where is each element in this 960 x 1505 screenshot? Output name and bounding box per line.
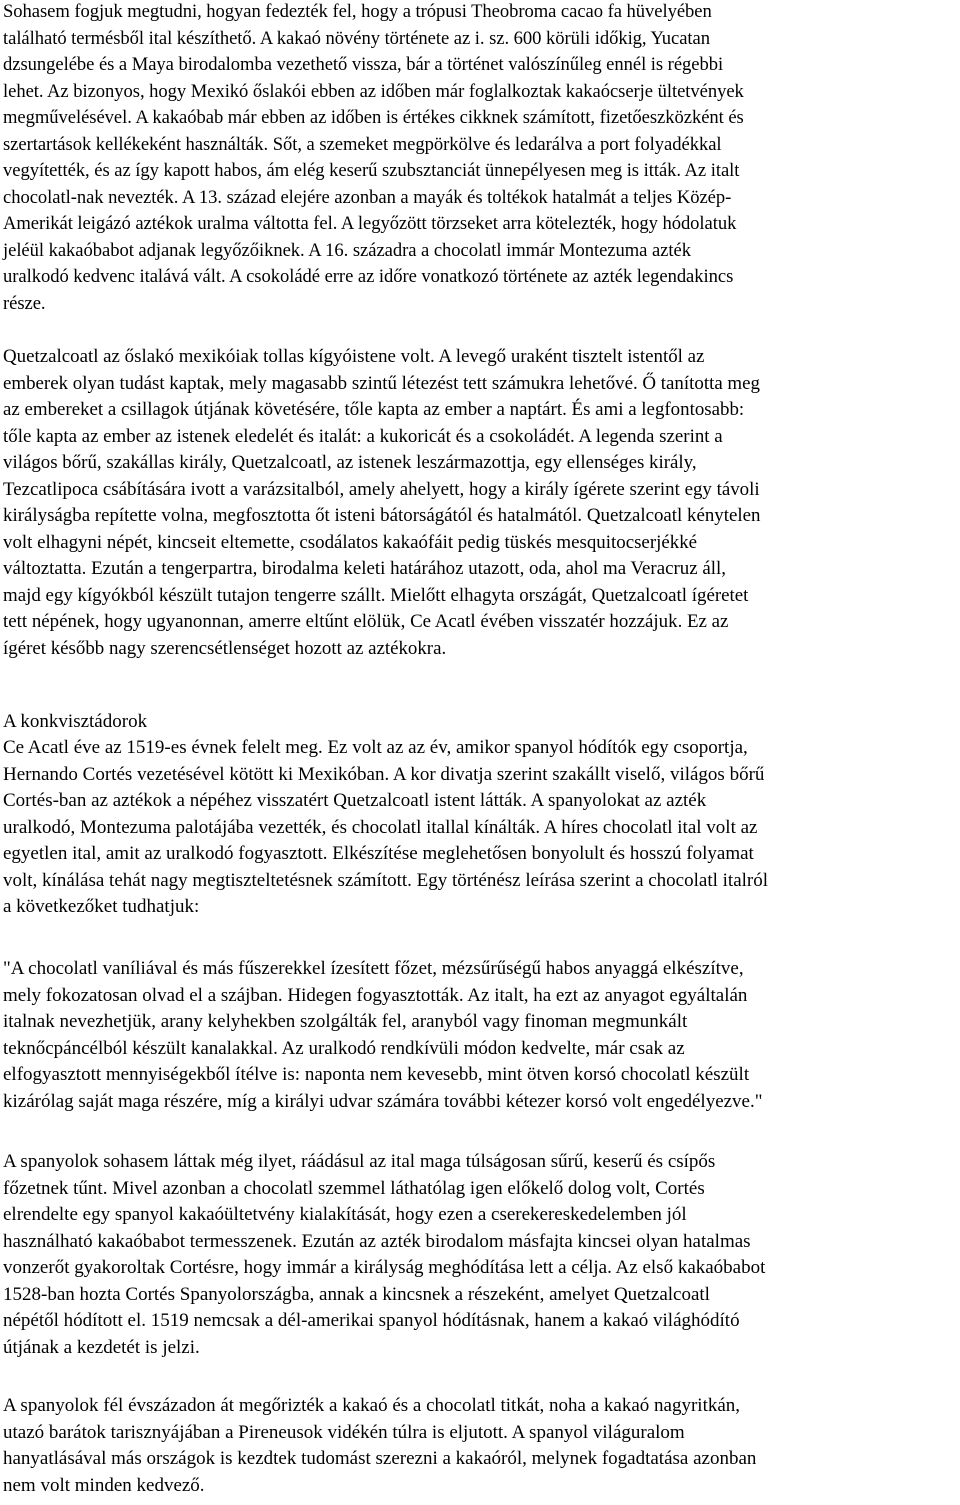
text-line: világos bőrű, szakállas király, Quetzalcoatl, az istenek leszármazottja, egy ellenséges király, <box>3 452 697 473</box>
text-line: "A chocolatl vaníliával és más fűszerekkel ízesített főzet, mézsűrűségű habos anyaggá elkészítve, <box>3 958 744 979</box>
text-line: a következőket tudhatjuk: <box>3 896 200 917</box>
text-line: útjának a kezdetét is jelzi. <box>3 1336 200 1358</box>
text-line: változtatta. Ezután a tengerpartra, birodalma keleti határához utazott, oda, ahol ma Veracruz áll, <box>3 558 726 579</box>
section-heading-konkvisztadorok <box>3 709 147 736</box>
text-line: tőle kapta az ember az istenek eledelét és italát: a kukoricát és a csokoládét. A legenda szerint a <box>3 425 723 447</box>
text-line: teknőcpáncélból készült kanalakkal. Az uralkodó rendkívüli módon kedvelte, már csak az <box>3 1037 685 1059</box>
text-line: található termésből ital készíthető. A kakaó növény története az i. sz. 600 körüli időkig, Yucatan <box>3 27 710 49</box>
text-line: chocolatl-nak nevezték. A 13. század elejére azonban a mayák és toltékok hatalmát a teljes Közép- <box>3 186 732 208</box>
text-line: italnak nevezhetjük, arany kelyhekben szolgálták fel, aranyból vagy finoman megmunkált <box>3 1011 688 1032</box>
text-line: dzsungelébe és a Maya birodalomba vezethető vissza, bár a történet valószínűleg ennél is régebbi <box>3 54 724 75</box>
text-line: Amerikát leigázó aztékok uralma váltotta fel. A legyőzött törzseket arra kötelezték, hogy hódolatuk <box>3 213 737 234</box>
text-line: hanyatlásával más országok is kezdtek tudomást szerezni a kakaóról, melynek fogadtatása azonban <box>3 1448 757 1469</box>
text-line: Cortés-ban az aztékok a népéhez visszatért Quetzalcoatl istent látták. A spanyolokat az azték <box>3 790 707 811</box>
text-line: jeléül kakaóbabot adjanak legyőzőiknek. A 16. századra a chocolatl immár Montezuma azték <box>3 239 691 261</box>
text-line: emberek olyan tudást kaptak, mely magasabb szintű létezést tett számukra lehetővé. Ő tanította meg <box>3 372 760 394</box>
text-line: utazó barátok tarisznyájában a Pireneusok vidékén túlra is eljutott. A spanyol világuralom <box>3 1421 685 1443</box>
paragraph-spanish <box>3 1149 765 1361</box>
text-line: uralkodó, Montezuma palotájába vezették, és chocolatl itallal kínálták. A híres chocolatl ital volt az <box>3 816 758 838</box>
text-line: A spanyolok sohasem láttak még ilyet, ráádásul az ital maga túlságosan sűrű, keserű és csípős <box>3 1151 716 1172</box>
text-line: megművelésével. A kakaóbab már ebben az időben is értékes cikknek számított, fizetőeszközként és <box>3 107 744 128</box>
paragraph-quote <box>3 956 763 1115</box>
text-line: mely fokozatosan olvad el a szájban. Hidegen fogyasztották. Az italt, ha ezt az anyagot egyáltalán <box>3 984 748 1006</box>
text-line: nem volt minden kedvező. <box>3 1474 205 1496</box>
text-line: kizárólag saját maga részére, míg a királyi udvar számára további kétezer korsó volt engedélyezve." <box>3 1090 763 1112</box>
text-line: Sohasem fogjuk megtudni, hogyan fedezték fel, hogy a trópusi Theobroma cacao fa hüvelyében <box>3 1 712 22</box>
text-line: főzetnek tűnt. Mivel azonban a chocolatl szemmel láthatólag igen előkelő dolog volt, Cortés <box>3 1177 705 1199</box>
text-line: elrendelte egy spanyol kakaóültetvény kialakítását, hogy ezen a cserekereskedelemben jól <box>3 1204 687 1225</box>
text-line: A spanyolok fél évszázadon át megőrizték a kakaó és a chocolatl titkát, noha a kakaó nagyritkán, <box>3 1395 741 1416</box>
text-line: tett népének, hogy ugyanonnan, amerre eltűnt elölük, Ce Acatl évében visszatér hozzájuk. Ez az <box>3 611 729 632</box>
text-line: vegyítették, és az így kapott habos, ám elég keserű szubsztanciát ünnepélyesen meg is itták. Az italt <box>3 160 740 181</box>
text-line: uralkodó kedvenc italává vált. A csokoládé erre az időre vonatkozó története az azték legendakincs <box>3 266 734 287</box>
text-line: egyetlen ital, amit az uralkodó fogyasztott. Elkészítése meglehetősen bonyolult és hosszú folyamat <box>3 843 754 864</box>
text-line: Tezcatlipoca csábítására ivott a varázsitalból, amely ahelyett, hogy a király ígérete szerint egy távoli <box>3 478 760 500</box>
text-line: majd egy kígyókból készült tutajon tengerre szállt. Mielőtt elhagyta országát, Quetzalcoatl ígéretet <box>3 584 749 606</box>
paragraph-last <box>3 1393 756 1499</box>
text-line: használható kakaóbabot termesszenek. Ezután az azték birodalom másfajta kincsei olyan hatalmas <box>3 1230 751 1252</box>
text-line: az embereket a csillagok útjának követésére, tőle kapta az ember a naptárt. És ami a legfontosabb: <box>3 399 745 420</box>
text-line: része. <box>3 292 46 314</box>
text-line: Hernando Cortés vezetésével kötött ki Mexikóban. A kor divatja szerint szakállt viselő, világos bőrű <box>3 763 765 785</box>
text-line: szertartások kellékeként használták. Sőt, a szemeket megpörkölve és ledarálva a port folyadékkal <box>3 133 722 155</box>
paragraph-quetzalcoatl <box>3 344 760 662</box>
paragraph-intro <box>3 0 744 317</box>
text-line: Quetzalcoatl az őslakó mexikóiak tollas kígyóistene volt. A levegő uraként tisztelt istentől az <box>3 346 705 367</box>
text-line: ígéret később nagy szerencsétlenséget hozott az aztékokra. <box>3 637 447 659</box>
text-line: 1528-ban hozta Cortés Spanyolországba, annak a kincsnek a részeként, amelyet Quetzalcoatl <box>3 1283 710 1305</box>
text-line: elfogyasztott mennyiségekből ítélve is: naponta nem kevesebb, mint ötven korsó chocolatl készült <box>3 1064 750 1085</box>
paragraph-konkvisztadorok <box>3 735 768 921</box>
text-line: volt, kínálása tehát nagy megtiszteltetésnek számított. Egy történész leírása szerint a chocolatl italról <box>3 869 769 891</box>
text-line: vonzerőt gyakoroltak Cortésre, hogy immár a királyság meghódítása lett a célja. Az első kakaóbabot <box>3 1257 766 1278</box>
text-line: népétől hódított el. 1519 nemcsak a dél-amerikai spanyol hódításnak, hanem a kakaó világhódító <box>3 1310 740 1331</box>
text-line: királyságba repítette volna, megfosztotta őt isteni bátorságától és hatalmától. Quetzalcoatl kénytelen <box>3 505 761 526</box>
text-line: volt elhagyni népét, kincseit eltemette, csodálatos kakaófáit pedig tüskés mesquitocserjékké <box>3 531 698 553</box>
text-line: Ce Acatl éve az 1519-es évnek felelt meg. Ez volt az az év, amikor spanyol hódítók egy csoportja, <box>3 737 748 758</box>
text-line: lehet. Az bizonyos, hogy Mexikó őslakói ebben az időben már foglalkoztak kakaócserje ültetvények <box>3 80 744 102</box>
section-heading: A konkvisztádorok <box>3 711 148 732</box>
